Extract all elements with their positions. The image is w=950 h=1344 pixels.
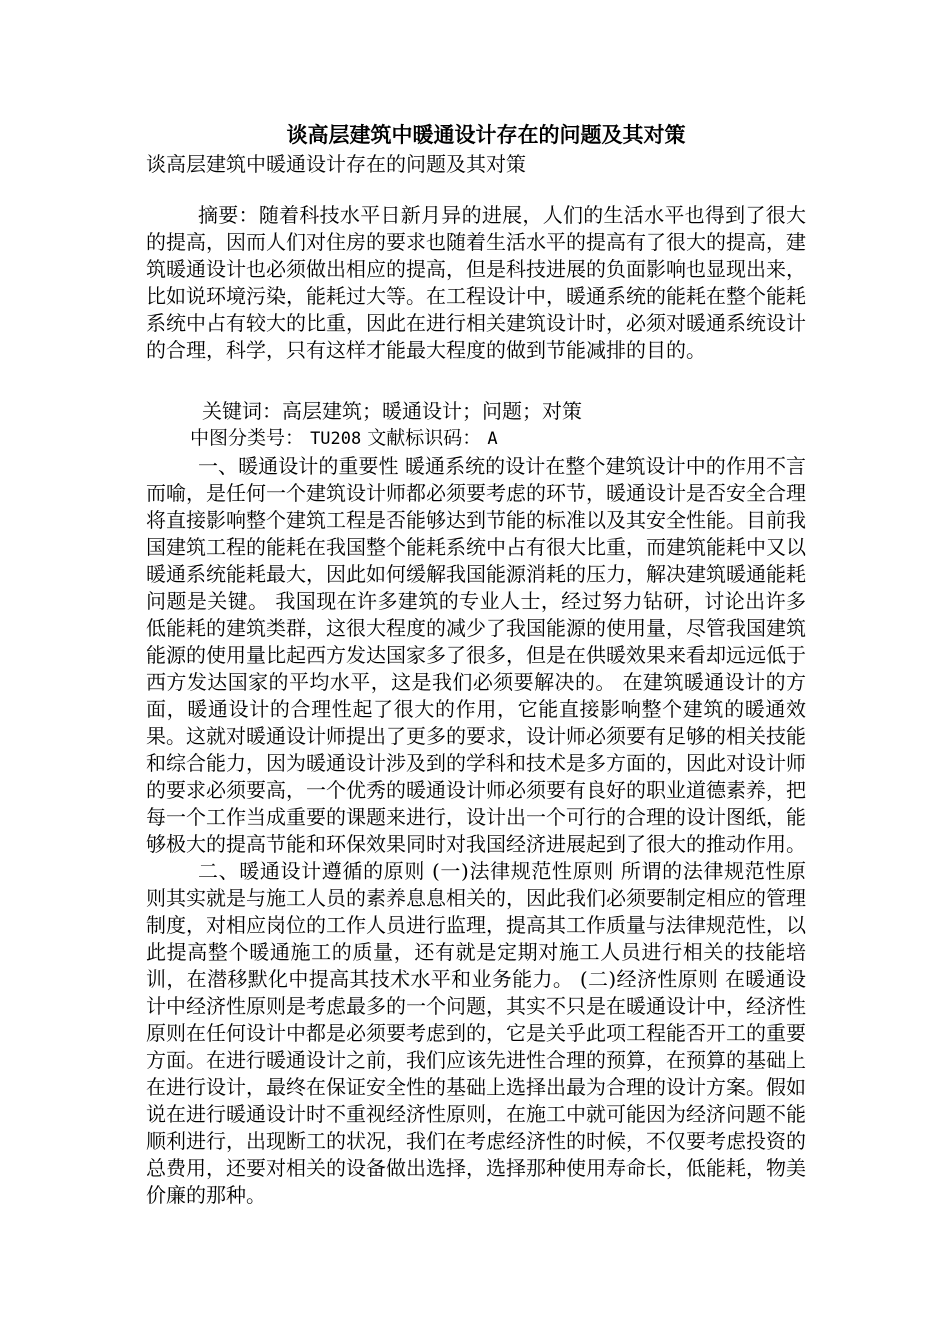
document-title: 谈高层建筑中暖通设计存在的问题及其对策 xyxy=(286,122,686,147)
doc-id-label: 文献标识码： xyxy=(367,427,482,449)
document-subtitle: 谈高层建筑中暖通设计存在的问题及其对策 xyxy=(146,152,526,176)
doc-id-code: A xyxy=(487,429,498,449)
section-2-paragraph: 二、暖通设计遵循的原则 (一)法律规范性原则 所谓的法律规范性原则其实就是与施工人员的素养息息相关的，因此我们必须要制定相应的管理制度，对相应岗位的工作人员进行监理，提高其工作质量与法律规范性，以此提高整个暖通施工的质量，还有就是定期对施工人员进行相关的技能培训，在潜移默化中提高其技术水平和业务能力。 (二)经济性原则 在暖通设计中经济性原则是考虑最多的一个问题，其实不只是在暖通设计中，经济性原则在任何设计中都是必须要考虑到的，它是关乎此项工程能否开工的重要方面。在进行暖通设计之前，我们应该先进性合理的预算，在预算的基础上在进行设计，最终在保证安全性的基础上选择出最为合理的设计方案。假如说在进行暖通设计时不重视经济性原则，在施工中就可能因为经济问题不能顺利进行，出现断工的状况，我们在考虑经济性的时候，不仅要考虑投资的总费用，还要对相关的设备做出选择，选择那种使用寿命长，低能耗，物美价廉的那种。 xyxy=(146,859,806,1207)
classification-line xyxy=(146,425,806,453)
document-page xyxy=(146,120,806,1209)
classification-code: TU208 xyxy=(310,429,362,449)
classification-label: 中图分类号： xyxy=(190,427,305,449)
abstract-paragraph: 摘要：随着科技水平日新月异的进展，人们的生活水平也得到了很大的提高，因而人们对住房的要求也随着生活水平的提高有了很大的提高，建筑暖通设计也必须做出相应的提高，但是科技进展的负面影响也显现出来，比如说环境污染，能耗过大等。在工程设计中，暖通系统的能耗在整个能耗系统中占有较大的比重，因此在进行相关建筑设计时，必须对暖通系统设计的合理，科学，只有这样才能最大程度的做到节能减排的目的。 xyxy=(146,203,806,362)
section-1-paragraph: 一、暖通设计的重要性 暖通系统的设计在整个建筑设计中的作用不言而喻，是任何一个建筑设计师都必须要考虑的环节，暖通设计是否安全合理将直接影响整个建筑工程是否能够达到节能的标准以及其安全性能。目前我国建筑工程的能耗在我国整个能耗系统中占有很大比重，而建筑能耗中又以暖通系统能耗最大，因此如何缓解我国能源消耗的压力，解决建筑暖通能耗问题是关键。 我国现在许多建筑的专业人士，经过努力钻研，讨论出许多低能耗的建筑类群，这很大程度的减少了我国能源的使用量，尽管我国建筑能源的使用量比起西方发达国家多了很多，但是在供暖效果来看却远远低于西方发达国家的平均水平，这是我们必须要解决的。 在建筑暖通设计的方面，暖通设计的合理性起了很大的作用，它能直接影响整个建筑的暖通效果。这就对暖通设计师提出了更多的要求，设计师必须要有足够的相关技能和综合能力，因为暖通设计涉及到的学科和技术是多方面的，因此对设计师的要求必须要高，一个优秀的暖通设计师必须要有良好的职业道德素养，把每一个工作当成重要的课题来进行，设计出一个可行的合理的设计图纸，能够极大的提高节能和环保效果同时对我国经济进展起到了很大的推动作用。 xyxy=(146,454,806,856)
keywords-line: 关键词：高层建筑；暖通设计；问题；对策 xyxy=(202,399,582,423)
